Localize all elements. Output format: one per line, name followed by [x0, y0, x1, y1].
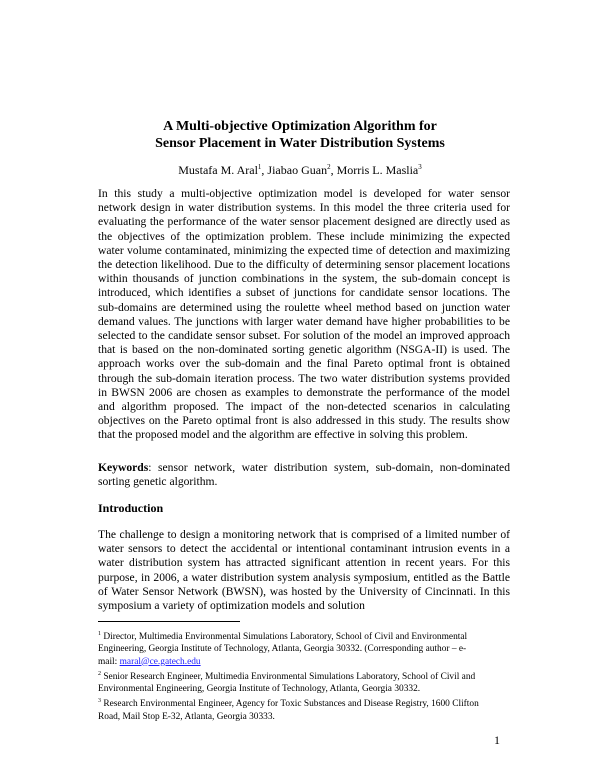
keywords-paragraph [98, 461, 510, 489]
author-affiliation-marker: 2 [327, 163, 331, 171]
title-line-2: Sensor Placement in Water Distribution Systems [155, 136, 445, 151]
footnote-1-line-1 [98, 628, 518, 643]
abstract-paragraph: In this study a multi-objective optimization model is developed for water sensor network design in water distribution systems. In this model the three criteria used for evaluating the performance of the water sensor placement designed are directly used as the objectives of the optimization problem. These include minimizing the expected water volume contaminated, minimizing the expected time of detection and maximizing the detection likelihood. Due to the difficulty of determining sensor placement locations within thousands of junction combinations in the system, the sub-domain concept is introduced, which identifies a subset of junctions for candidate sensor locations. The sub-domains are determined using the roulette wheel method based on junction water demand values. The junctions with larger water demand have higher probabilities to be selected to the candidate sensor subset. For solution of the model an improved approach that is based on the non-dominated sorting genetic algorithm (NSGA-II) is used. The approach works over the sub-domain and the final Pareto optimal front is obtained through the sub-domain iteration process. The two water distribution systems provided in BWSN 2006 are chosen as examples to demonstrate the performance of the model and algorithm proposed. The impact of the non-detected scenarios in calculating objectives on the Pareto optimal front is also addressed in this study. The results show that the proposed model and the algorithm are effective in solving this problem. [98, 187, 510, 442]
footnote-text: Research Environmental Engineer, Agency for Toxic Substances and Disease Registry, 1600 Clifton [101, 699, 479, 710]
author-email-link[interactable]: maral@ce.gatech.edu [119, 656, 201, 667]
keywords-label: Keywords [98, 461, 149, 474]
footnote-marker: 3 [98, 698, 101, 705]
author-name: Jiabao Guan [267, 163, 328, 177]
introduction-paragraph: The challenge to design a monitoring network that is comprised of a limited number of water sensors to detect the accidental or intentional contaminant intrusion events in a water distribution system has attracted significant attention in recent years. For this purpose, in 2006, a water distribution system analysis symposium, entitled as the Battle of Water Sensor Network (BWSN), was hosted by the University of Cincinnati. In this symposium a variety of optimization models and solution [98, 528, 510, 613]
section-heading-introduction: Introduction [98, 501, 164, 515]
author-separator: , [330, 163, 337, 177]
title-line-1: A Multi-objective Optimization Algorithm for [163, 119, 437, 134]
author-name: Morris L. Maslia [336, 163, 419, 177]
author-list [0, 160, 600, 177]
footnote-marker: 1 [98, 631, 101, 637]
footnote-3-line-1 [98, 695, 518, 710]
author-name: Mustafa M. Aral [178, 163, 258, 177]
page-number: 1 [494, 733, 500, 747]
paper-title [0, 118, 600, 152]
footnote-text: Senior Research Engineer, Multimedia Environmental Simulations Laboratory, School of Civil and [101, 671, 476, 682]
footnote-3-line-2: Road, Mail Stop E-32, Atlanta, Georgia 30333. [98, 711, 275, 722]
footnote-marker: 2 [98, 670, 101, 677]
footnote-2-line-1 [98, 668, 518, 683]
footnote-text: Director, Multimedia Environmental Simulations Laboratory, School of Civil and Environmental [101, 632, 468, 643]
footnote-divider [98, 621, 240, 622]
footnote-1-line-2: Engineering, Georgia Institute of Technology, Atlanta, Georgia 30332. (Corresponding author – e- [98, 644, 467, 655]
keywords-text: : sensor network, water distribution system, sub-domain, non-dominated sorting genetic algorithm. [98, 461, 510, 489]
author-separator: , [261, 163, 268, 177]
footnote-1-line-3 [98, 656, 518, 668]
footnote-text: mail: [98, 656, 120, 667]
author-affiliation-marker: 1 [257, 163, 262, 171]
footnote-2-line-2: Environmental Engineering, Georgia Institute of Technology, Atlanta, Georgia 30332. [98, 684, 421, 695]
author-affiliation-marker: 3 [418, 163, 422, 171]
footnotes [98, 628, 518, 723]
